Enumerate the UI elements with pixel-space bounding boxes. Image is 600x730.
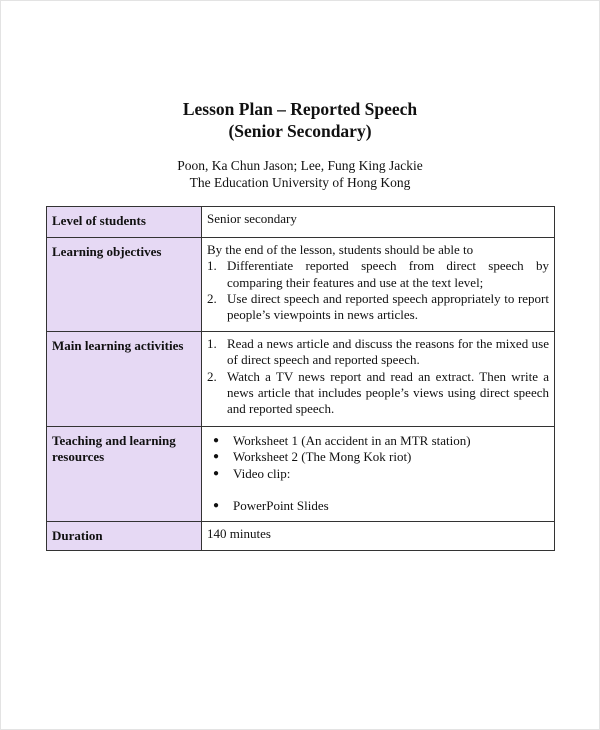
list-item	[207, 291, 549, 324]
list-item-text: Use direct speech and reported speech appropriately to report people’s viewpoints in news articles.	[227, 290, 549, 323]
duration-label: Duration	[47, 522, 202, 551]
duration-value: 140 minutes	[202, 522, 555, 551]
table-row-level	[47, 207, 555, 238]
institution: The Education University of Hong Kong	[189, 175, 411, 190]
document-title: Lesson Plan – Reported Speech	[182, 99, 418, 119]
table-row-activities	[47, 332, 555, 427]
resources-label: Teaching and learning resources	[47, 427, 202, 522]
list-item-text: Worksheet 1 (An accident in an MTR station)	[233, 433, 471, 448]
list-number: 2.	[207, 290, 217, 306]
list-item-text: Worksheet 2 (The Mong Kok riot)	[233, 449, 412, 465]
list-item	[207, 336, 549, 369]
list-item	[207, 466, 549, 482]
list-item	[207, 369, 549, 418]
list-item	[207, 258, 549, 291]
objectives-intro: By the end of the lesson, students should be able to	[207, 242, 474, 257]
list-item-text: Read a news article and discuss the reasons for the mixed use of direct speech and reported speech.	[227, 336, 549, 368]
activities-cell	[202, 332, 555, 427]
lesson-plan-table	[46, 206, 555, 551]
document-subtitle: (Senior Secondary)	[228, 121, 372, 141]
table-row-duration	[47, 522, 555, 551]
list-item	[207, 498, 549, 514]
resources-cell	[202, 427, 555, 522]
list-item	[207, 449, 549, 465]
list-item-text: PowerPoint Slides	[233, 497, 329, 513]
objectives-list	[207, 258, 549, 323]
bullet-icon: ●	[213, 467, 220, 479]
list-item	[207, 433, 549, 449]
bullet-icon: ●	[213, 451, 220, 463]
list-item-text: Differentiate reported speech from direct speech by comparing their features and use at the text level;	[227, 258, 549, 290]
level-value: Senior secondary	[202, 207, 555, 238]
list-number: 1.	[207, 336, 217, 351]
list-number: 2.	[207, 368, 217, 384]
resources-list	[207, 433, 549, 514]
table-row-objectives	[47, 238, 555, 332]
bullet-icon: ●	[213, 499, 220, 511]
activities-label: Main learning activities	[47, 332, 202, 427]
list-item-text: Watch a TV news report and read an extract. Then write a news article that includes people’s views using direct speech and reported speech.	[227, 368, 549, 417]
level-label: Level of students	[47, 207, 202, 238]
bullet-icon: ●	[213, 435, 220, 446]
table-row-resources	[47, 427, 555, 522]
objectives-cell	[202, 238, 555, 332]
activities-list	[207, 336, 549, 417]
list-item-text: Video clip:	[233, 465, 291, 481]
list-number: 1.	[207, 258, 217, 274]
objectives-label: Learning objectives	[47, 238, 202, 332]
authors: Poon, Ka Chun Jason; Lee, Fung King Jackie	[177, 158, 423, 173]
